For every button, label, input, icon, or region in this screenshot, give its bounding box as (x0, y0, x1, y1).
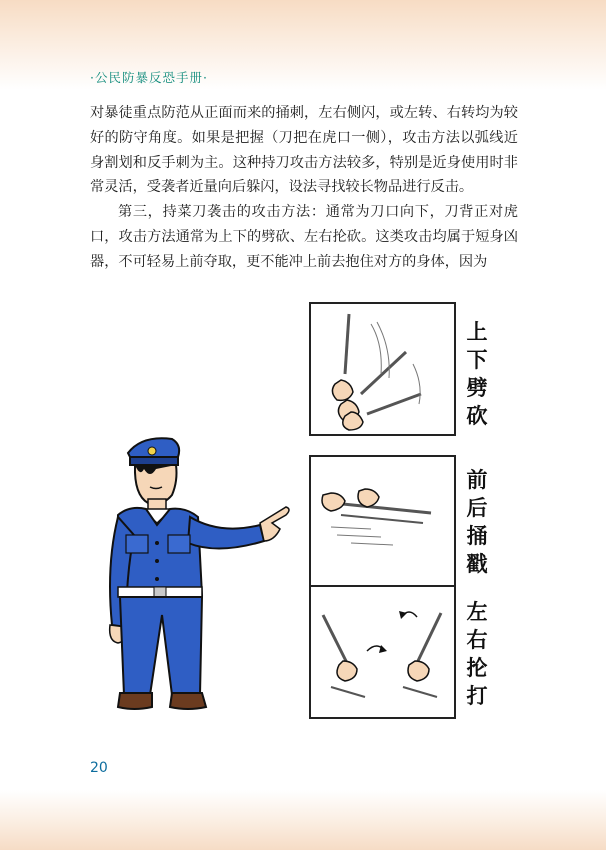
caption-char: 后 (466, 496, 488, 520)
caption-char: 戳 (466, 552, 488, 576)
caption-char: 砍 (466, 404, 488, 428)
caption-char: 左 (466, 600, 488, 624)
caption-thrust-forward-back (464, 466, 490, 578)
caption-char: 前 (466, 468, 488, 492)
caption-swing-left-right (464, 598, 490, 710)
body-text (90, 101, 518, 275)
header-dot-right: · (203, 70, 208, 85)
caption-char: 下 (466, 348, 488, 372)
page-number: 20 (90, 760, 108, 776)
caption-char: 劈 (466, 376, 488, 400)
paragraph-2: 第三，持菜刀袭击的攻击方法：通常为刀口向下，刀背正对虎口，攻击方法通常为上下的劈砍、左右抡砍。这类攻击均属于短身凶器，不可轻易上前夺取，更不能冲上前去抱住对方的身体，因为 (90, 204, 518, 270)
caption-char: 抡 (466, 656, 488, 680)
caption-char: 上 (466, 320, 488, 344)
header-dot-left: · (90, 70, 95, 85)
running-header (90, 68, 208, 86)
caption-char: 右 (466, 628, 488, 652)
paragraph-1: 对暴徒重点防范从正面而来的捅刺，左右侧闪，或左转、右转均为较好的防守角度。如果是把握（刀把在虎口一侧），攻击方法以弧线近身割划和反手刺为主。这种持刀攻击方法较多，特别是近身使用时非常灵活，受袭者近量向后躲闪，设法寻找较长物品进行反击。 (90, 105, 518, 196)
caption-chop-up-down (464, 318, 490, 430)
panel-swing-left-right (309, 585, 456, 719)
panel-chop-up-down (309, 302, 456, 436)
header-title: 公民防暴反恐手册 (94, 70, 203, 85)
police-officer-illustration (90, 395, 300, 745)
caption-char: 捅 (466, 524, 488, 548)
caption-char: 打 (466, 684, 488, 708)
panel-thrust-forward-back (309, 455, 456, 589)
